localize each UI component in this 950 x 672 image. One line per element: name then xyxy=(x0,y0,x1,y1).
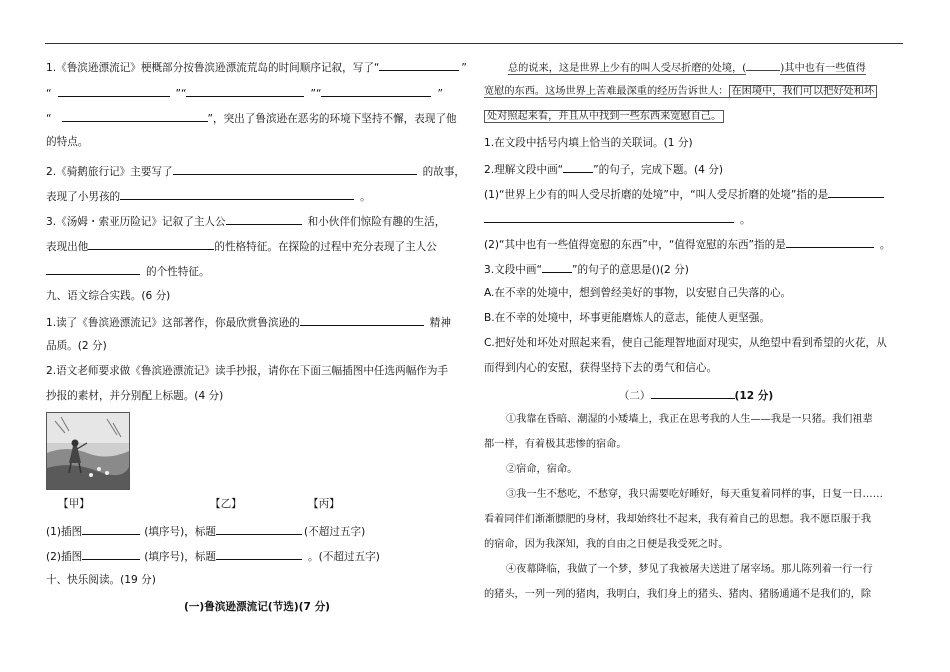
r-q2-2: (2)“其中也有一些值得宽慰的东西”中，“值得宽慰的东西”指的是 。 xyxy=(484,239,891,251)
para2: ②宿命，宿命。 xyxy=(506,464,578,475)
header-rule xyxy=(45,43,903,44)
q1-line4: “ ”，突出了鲁滨逊在恶劣的环境下坚持不懈，表现了他 xyxy=(46,113,457,125)
q1-blank-1[interactable] xyxy=(379,60,459,71)
r-q3: 3.文段中画“ ”的句子的意思是()(2 分) xyxy=(484,264,689,276)
r-q2-1-blank-a[interactable] xyxy=(828,187,884,198)
option-b[interactable]: B.在不幸的处境中，坏事更能磨炼人的意志，能使人更坚强。 xyxy=(484,312,771,324)
r-q1: 1.在文段中括号内填上恰当的关联词。(1 分) xyxy=(484,137,693,149)
illustration-jia xyxy=(46,412,130,490)
q3-line3: 的个性特征。 xyxy=(46,264,210,279)
para1-line2: 都一样，有着极其悲惨的宿命。 xyxy=(484,439,627,450)
passage-2-title-blank[interactable] xyxy=(651,388,735,399)
r-q2: 2.理解文段中画“ ”的句子，完成下题。(4 分) xyxy=(484,164,723,176)
passage-line1: 总的说来，这是世界上少有的叫人受尽折磨的处境，( )其中也有一些值得 xyxy=(508,60,866,75)
para4-line1: ④夜幕降临，我做了一个梦，梦见了我被屠夫送进了屠宰场。那儿陈列着一行一行 xyxy=(506,564,873,575)
label-jia: 【甲】 xyxy=(58,498,90,510)
r-q2-1-line2: 。 xyxy=(484,212,751,227)
q1-blank-5[interactable] xyxy=(62,111,208,122)
fill-line-1: (1)插图 (填序号)，标题 (不超过五字) xyxy=(46,526,366,538)
para3-line3: 的宿命，因为我深知，我的自由之日便是我受死之时。 xyxy=(484,539,729,550)
q3-line2: 表现出他 的性格特征。在探险的过程中充分表现了主人公 xyxy=(46,241,437,253)
option-a[interactable]: A.在不幸的处境中，想到曾经美好的事物，以安慰自己失落的心。 xyxy=(484,287,792,299)
s9-q2-line1: 2.语文老师要求做《鲁滨逊漂流记》读手抄报，请你在下面三幅插图中任选两幅作为手 xyxy=(46,365,449,377)
r-q2-1: (1)“世界上少有的叫人受尽折磨的处境”中，“叫人受尽折磨的处境”指的是 xyxy=(484,187,884,202)
illustration-drawing xyxy=(47,413,129,489)
s9-q1-line2: 品质。(2 分) xyxy=(46,340,107,352)
r-q2-1-blank-b[interactable] xyxy=(484,212,734,223)
q1-blank-4[interactable] xyxy=(321,86,431,97)
passage-1-title: (一)鲁滨逊漂流记(节选)(7 分) xyxy=(183,601,331,613)
section-10-heading: 十、快乐阅读。(19 分) xyxy=(46,574,156,586)
option-c-line1[interactable]: C.把好处和坏处对照起来看，使自己能理智地面对现实，从绝望中看到希望的火花，从 xyxy=(484,337,887,349)
fill-line-2: (2)插图 (填序号)，标题 。(不超过五字) xyxy=(46,551,380,563)
fill2-title-blank[interactable] xyxy=(216,549,302,560)
q3-blank-3[interactable] xyxy=(46,264,140,275)
passage-2-heading: （二） (12 分) xyxy=(618,390,774,402)
fill1-title-blank[interactable] xyxy=(216,524,302,535)
q1-blank-2[interactable] xyxy=(58,86,170,97)
label-bing: 【丙】 xyxy=(308,498,340,510)
q2-blank-2[interactable] xyxy=(120,189,354,200)
fill2-number-blank[interactable] xyxy=(82,549,140,560)
option-c-line2: 而得到内心的安慰，获得坚持下去的勇气和信心。 xyxy=(484,362,718,374)
q3-line1: 3.《汤姆・索亚历险记》记叙了主人公 和小伙伴们惊险有趣的生活， xyxy=(46,216,446,228)
para4-line2: 的猪头，一列一列的猪肉，我明白，我们身上的猪头、猪肉、猪肠通通不是我们的，除 xyxy=(484,589,872,600)
conjunction-blank[interactable] xyxy=(746,60,780,71)
q3-blank-2[interactable] xyxy=(88,239,214,250)
s9-q1-blank[interactable] xyxy=(300,315,424,326)
label-yi: 【乙】 xyxy=(210,498,242,510)
para1-line1: ①我靠在昏暗、潮湿的小矮墙上，我正在思考我的人生——我是一只猪。我们祖辈 xyxy=(506,414,873,425)
s9-q1-line1: 1.读了《鲁滨逊漂流记》这部著作，你最欣赏鲁滨逊的 精神 xyxy=(46,317,451,329)
section-9-heading: 九、语文综合实践。(6 分) xyxy=(46,290,171,302)
q1-line1 xyxy=(46,60,467,75)
q1-line2: “ ”“ ”“ ” xyxy=(46,88,443,100)
para3-line1: ③我一生不愁吃，不愁穿，我只需要吃好睡好，每天重复着同样的事，日复一日…… xyxy=(506,489,883,500)
quote-close: ” xyxy=(461,62,467,74)
q2-line1: 2.《骑鹅旅行记》主要写了 的故事， xyxy=(46,166,466,178)
q1-text: 1.《鲁滨逊漂流记》梗概部分按鲁滨逊漂流荒岛的时间顺序记叙，写了“ xyxy=(46,62,380,74)
q1-blank-3[interactable] xyxy=(186,86,304,97)
passage-line3: 处对照起来看，并且从中找到一些东西来宽慰自己。 xyxy=(484,110,724,123)
q2-blank-1[interactable] xyxy=(173,164,417,175)
q1-line5: 的特点。 xyxy=(46,136,89,148)
s9-q2-line2: 抄报的素材，并分别配上标题。(4 分) xyxy=(46,390,224,402)
passage-line2: 宽慰的东西。这场世界上苦难最深重的经历告诉世人： 在困境中，我们可以把好处和坏 xyxy=(484,85,877,98)
q2-line2: 表现了小男孩的 。 xyxy=(46,191,371,203)
q3-blank-1[interactable] xyxy=(226,214,302,225)
r-q2-2-blank[interactable] xyxy=(786,237,874,248)
fill1-number-blank[interactable] xyxy=(82,524,140,535)
para3-line2: 看着同伴们渐渐膘肥的身材，我却始终壮不起来，我有着自己的思想。我不愿臣服于我 xyxy=(484,514,872,525)
